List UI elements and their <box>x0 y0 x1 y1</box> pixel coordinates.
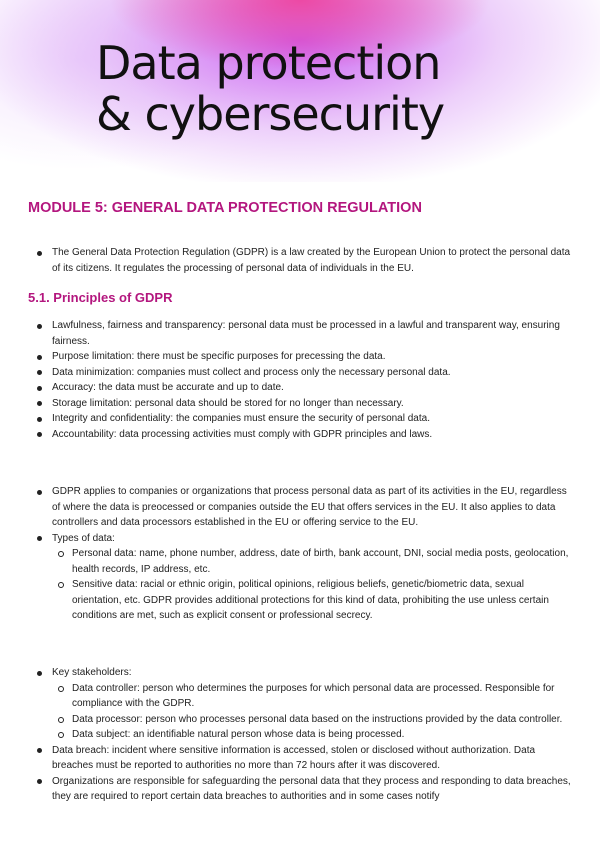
stakeholder-item: Data controller: person who determines the purposes for which personal data are processed. Responsible for compliance with the GDPR. <box>72 681 572 712</box>
title-line-2: & cybersecurity <box>96 87 445 141</box>
data-type-item: Personal data: name, phone number, address, date of birth, bank account, DNI, social media posts, geolocation, health records, IP address, etc. <box>72 546 572 577</box>
scope-list <box>52 484 572 624</box>
types-of-data-sublist <box>52 546 572 624</box>
principle-item: Accountability: data processing activities must comply with GDPR principles and laws. <box>52 427 572 443</box>
stakeholders-list <box>52 665 572 805</box>
data-breach-item: Data breach: incident where sensitive information is accessed, stolen or disclosed without authorization. Data breaches must be reported to authorities no more than 72 hours after it was discovered. <box>52 743 572 774</box>
stakeholders-sublist <box>52 681 572 743</box>
types-of-data-item <box>52 531 572 624</box>
principle-item: Integrity and confidentiality: the companies must ensure the security of personal data. <box>52 411 572 427</box>
principle-item: Lawfulness, fairness and transparency: personal data must be processed in a lawful and transparent way, ensuring fairness. <box>52 318 572 349</box>
title-line-1: Data protection <box>96 36 441 90</box>
principle-item: Data minimization: companies must collect and process only the necessary personal data. <box>52 365 572 381</box>
header-banner <box>0 0 600 182</box>
principle-item: Accuracy: the data must be accurate and up to date. <box>52 380 572 396</box>
principle-item: Purpose limitation: there must be specific purposes for precessing the data. <box>52 349 572 365</box>
types-of-data-label: Types of data: <box>52 532 115 544</box>
stakeholder-item: Data processor: person who processes personal data based on the instructions provided by the data controller. <box>72 712 572 728</box>
intro-item: The General Data Protection Regulation (GDPR) is a law created by the European Union to protect the personal data of its citizens. It regulates the processing of personal data of individuals in the EU. <box>52 245 572 276</box>
principles-list <box>52 318 572 442</box>
principle-item: Storage limitation: personal data should be stored for no longer than necessary. <box>52 396 572 412</box>
section-title-principles: 5.1. Principles of GDPR <box>28 290 173 305</box>
intro-list <box>52 245 572 276</box>
scope-applies-item: GDPR applies to companies or organizations that process personal data as part of its activities in the EU, regardless of where the data is preocessed or companies outside the EU that offers services in the EU. It also applies to data controllers and data processors established in the EU or offering service to the EU. <box>52 484 572 531</box>
data-type-item: Sensitive data: racial or ethnic origin, political opinions, religious beliefs, genetic/biometric data, sexual orientation, etc. GDPR provides additional protections for this kind of data, prohibiting the use unless certain conditions are met, such as explicit consent or professional secrecy. <box>72 577 572 624</box>
module-title: MODULE 5: GENERAL DATA PROTECTION REGULATION <box>28 200 422 216</box>
stakeholder-item: Data subject: an identifiable natural person whose data is being processed. <box>72 727 572 743</box>
document-title <box>96 38 444 140</box>
stakeholders-item <box>52 665 572 743</box>
responsibility-item: Organizations are responsible for safeguarding the personal data that they process and responding to data breaches, they are required to report certain data breaches to authorities and in some cases notify <box>52 774 572 805</box>
stakeholders-label: Key stakeholders: <box>52 667 132 678</box>
